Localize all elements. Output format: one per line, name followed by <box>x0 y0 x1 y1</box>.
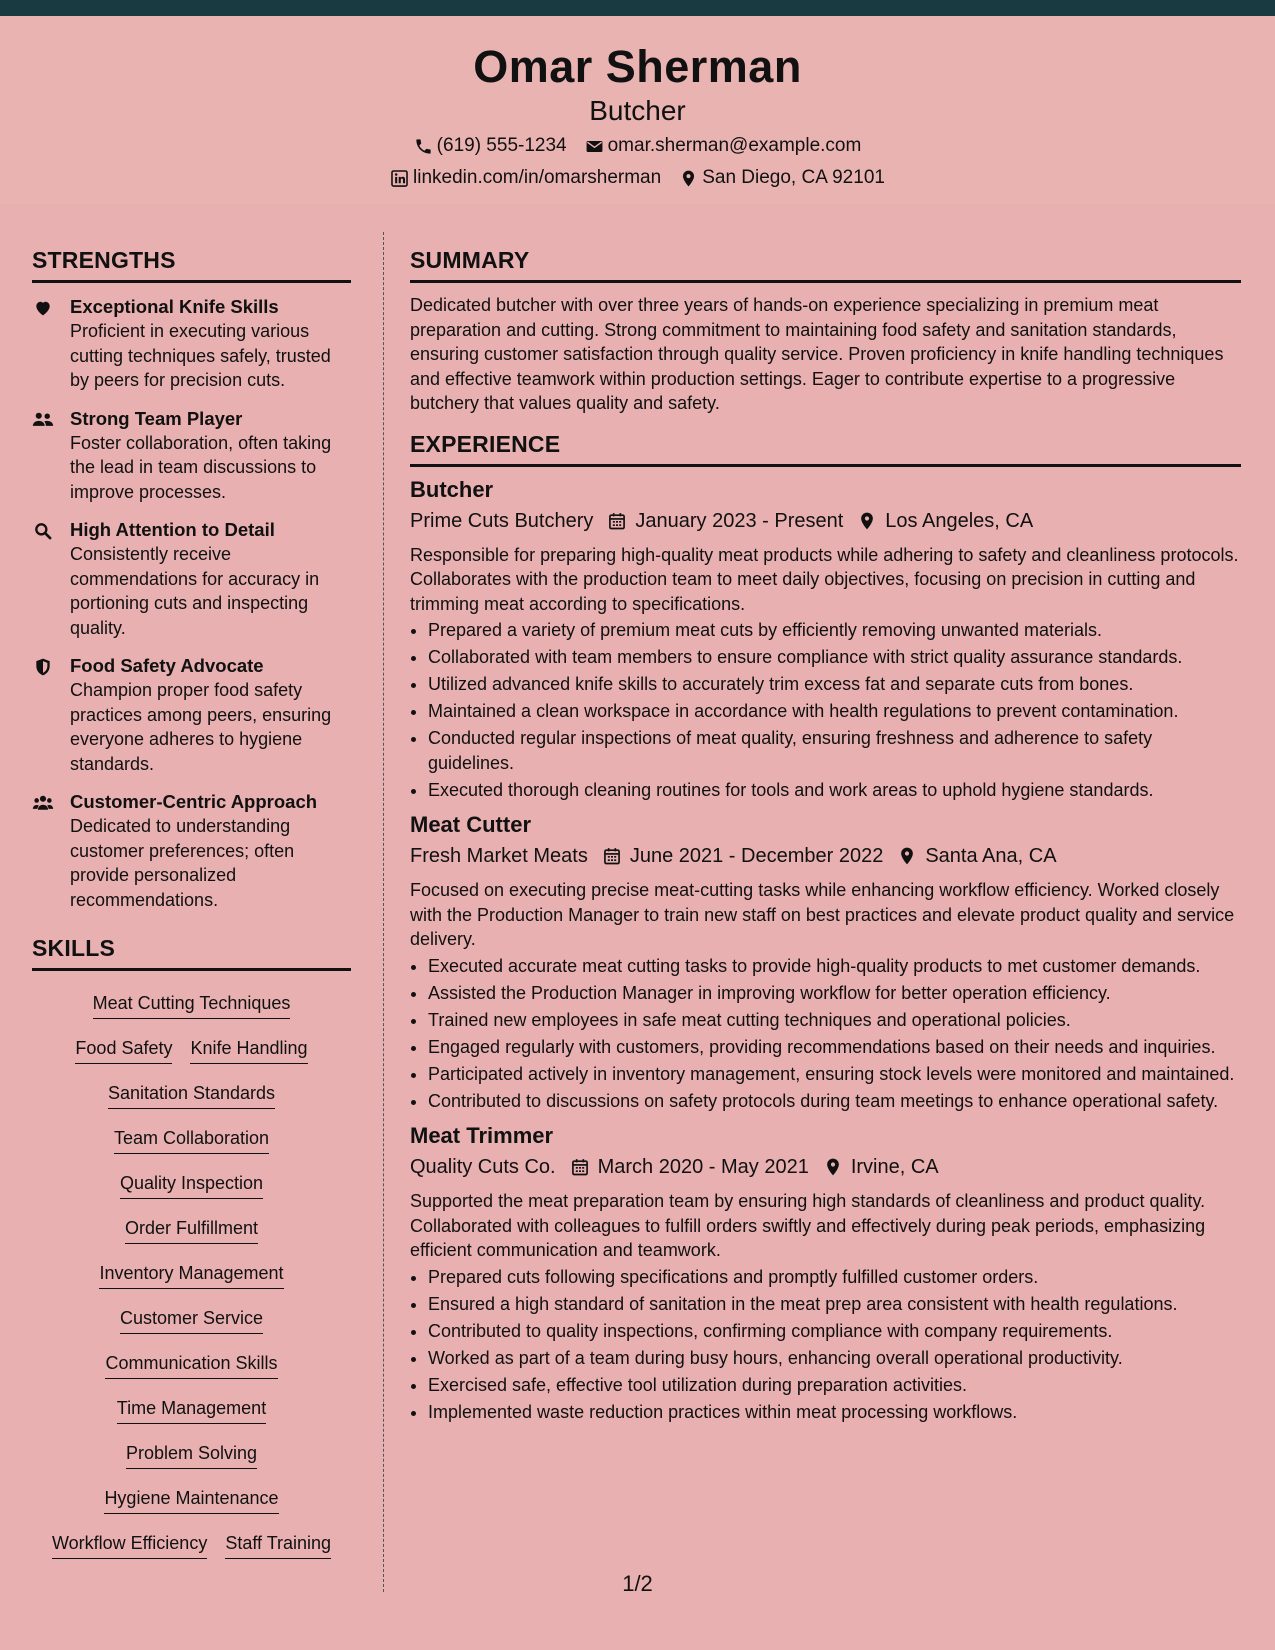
strength-desc: Dedicated to understanding customer preferences; often provide personalized recommendations. <box>70 816 295 910</box>
strength-item <box>32 295 351 393</box>
job-title: Butcher <box>410 476 494 502</box>
job-meta <box>410 507 1241 535</box>
job-dates: March 2020 - May 2021 <box>597 1156 809 1178</box>
strength-title: Customer-Centric Approach <box>70 791 318 812</box>
skill-tag: Team Collaboration <box>114 1126 269 1154</box>
map-pin-icon <box>679 169 698 188</box>
job-description: Focused on executing precise meat-cutting tasks while enhancing workflow efficiency. Worked closely with the Production Manager to train new staff on best practices and elevate product quality and service delivery. <box>410 880 1235 949</box>
summary-heading: SUMMARY <box>410 247 530 273</box>
strength-desc: Champion proper food safety practices among peers, ensuring everyone adheres to hygiene standards. <box>70 680 332 774</box>
strengths-heading: STRENGTHS <box>32 247 176 273</box>
linkedin-text: linkedin.com/in/omarsherman <box>413 167 662 188</box>
experience-rule <box>410 464 1241 467</box>
page-number: 1/2 <box>622 1571 653 1596</box>
strength-item <box>32 407 351 505</box>
job-meta <box>410 1153 1241 1181</box>
company-name: Fresh Market Meats <box>410 845 588 867</box>
job-dates: June 2021 - December 2022 <box>629 845 884 867</box>
job-bullet: • Executed thorough cleaning routines for tools and work areas to uphold hygiene standards. <box>428 778 1241 803</box>
strength-title: Exceptional Knife Skills <box>70 296 279 317</box>
job-description: Responsible for preparing high-quality meat products while adhering to safety and cleanliness protocols. Collaborates with the production team to meet daily objectives, focusing on precision in cutting and trimming meat according to specifications. <box>410 544 1239 614</box>
strength-desc: Proficient in executing various cutting techniques safely, trusted by peers for precision cuts. <box>70 321 331 390</box>
skill-tag: Food Safety <box>75 1036 172 1064</box>
strength-desc: Foster collaboration, often taking the lead in team discussions to improve processes. <box>70 432 332 502</box>
skill-tag: Customer Service <box>120 1306 263 1334</box>
skill-tag: Time Management <box>117 1396 266 1424</box>
users-icon <box>32 790 70 912</box>
job-bullet: • Trained new employees in safe meat cutting techniques and operational policies. <box>428 1008 1241 1033</box>
job-location: Los Angeles, CA <box>885 509 1034 532</box>
skill-tag: Sanitation Standards <box>108 1081 275 1109</box>
job-bullet: • Executed accurate meat cutting tasks to provide high-quality products to met customer demands. <box>428 954 1241 979</box>
calendar-icon <box>588 846 630 866</box>
contact-row-2 <box>0 166 1275 190</box>
skill-tag: Communication Skills <box>105 1351 277 1379</box>
job-bullets <box>410 954 1241 1114</box>
skill-tag: Quality Inspection <box>120 1171 263 1199</box>
job-bullet: • Contributed to discussions on safety protocols during team meetings to enhance operational safety. <box>428 1089 1241 1114</box>
skill-tag: Hygiene Maintenance <box>104 1486 278 1514</box>
map-pin-icon <box>809 1157 851 1177</box>
strength-item <box>32 790 351 912</box>
email-text: omar.sherman@example.com <box>607 135 862 156</box>
contact-linkedin[interactable] <box>390 166 661 190</box>
job-bullet: • Worked as part of a team during busy hours, enhancing overall operational productivity. <box>428 1346 1241 1371</box>
job-title: Meat Trimmer <box>410 1123 554 1148</box>
job-bullet: • Conducted regular inspections of meat quality, ensuring freshness and adherence to safety guidelines. <box>428 726 1241 775</box>
strength-item <box>32 518 351 640</box>
job-bullet: • Maintained a clean workspace in accordance with health regulations to prevent contamination. <box>428 699 1241 724</box>
contact-row-1 <box>0 134 1275 158</box>
skill-tag: Order Fulfillment <box>125 1216 258 1244</box>
strength-title: High Attention to Detail <box>70 519 275 540</box>
calendar-icon <box>556 1157 598 1177</box>
calendar-icon <box>593 511 635 531</box>
job-location: Santa Ana, CA <box>925 845 1057 867</box>
job-bullet: • Assisted the Production Manager in improving workflow for better operation efficiency. <box>428 981 1241 1006</box>
resume-header <box>0 16 1275 204</box>
top-accent-bar <box>0 0 1275 16</box>
job-bullets <box>410 618 1241 802</box>
job-meta <box>410 842 1241 870</box>
skill-tag: Inventory Management <box>99 1261 283 1289</box>
job-bullet: • Utilized advanced knife skills to accurately trim excess fat and separate cuts from bones. <box>428 672 1241 697</box>
strength-title: Strong Team Player <box>70 407 243 429</box>
candidate-title: Butcher <box>589 95 686 126</box>
location-text: San Diego, CA 92101 <box>702 167 885 188</box>
map-pin-icon <box>883 846 925 866</box>
skills-heading: SKILLS <box>32 935 115 961</box>
job-bullet: • Engaged regularly with customers, providing recommendations based on their needs and inquiries. <box>428 1035 1241 1060</box>
strength-title: Food Safety Advocate <box>70 655 264 676</box>
job-bullet: • Implemented waste reduction practices within meat processing workflows. <box>428 1400 1241 1425</box>
contact-phone <box>414 134 567 158</box>
heart-icon <box>32 295 70 393</box>
experience-heading: EXPERIENCE <box>410 430 561 457</box>
strengths-list <box>32 295 351 912</box>
linkedin-icon <box>390 169 409 188</box>
right-column <box>410 246 1241 1427</box>
skill-tag: Problem Solving <box>126 1441 257 1469</box>
phone-text: (619) 555-1234 <box>436 135 567 156</box>
skill-tag: Workflow Efficiency <box>52 1531 207 1559</box>
job-bullet: • Contributed to quality inspections, confirming compliance with company requirements. <box>428 1319 1241 1344</box>
contact-email[interactable] <box>585 134 862 158</box>
company-name: Quality Cuts Co. <box>410 1156 556 1178</box>
job-bullet: • Exercised safe, effective tool utilization during preparation activities. <box>428 1373 1241 1398</box>
team-icon <box>32 407 70 505</box>
contact-location <box>679 166 885 190</box>
map-pin-icon <box>843 511 885 531</box>
company-name: Prime Cuts Butchery <box>410 509 594 532</box>
job-location: Irvine, CA <box>850 1156 939 1178</box>
job-entry <box>410 475 1241 803</box>
column-divider <box>383 232 384 1592</box>
shield-icon <box>32 654 70 776</box>
skill-tag: Meat Cutting Techniques <box>93 991 291 1019</box>
strengths-rule <box>32 280 351 283</box>
envelope-icon <box>585 137 604 156</box>
job-description: Supported the meat preparation team by ensuring high standards of cleanliness and product quality. Collaborated with colleagues to fulfill orders swiftly and effectively during peak periods, emphasizing efficient communication and teamwork. <box>410 1191 1206 1260</box>
job-entry <box>410 810 1241 1113</box>
job-bullet: • Ensured a high standard of sanitation in the meat prep area consistent with health regulations. <box>428 1292 1241 1317</box>
summary-rule <box>410 280 1241 283</box>
job-bullet: • Collaborated with team members to ensure compliance with strict quality assurance standards. <box>428 645 1241 670</box>
skill-tag: Staff Training <box>225 1531 331 1559</box>
left-column <box>32 246 351 1564</box>
candidate-name: Omar Sherman <box>473 41 802 92</box>
job-dates: January 2023 - Present <box>635 509 844 532</box>
strength-desc: Consistently receive commendations for accuracy in portioning cuts and inspecting quality. <box>70 544 320 638</box>
skills-list <box>32 979 351 1564</box>
job-entry <box>410 1121 1241 1424</box>
skills-rule <box>32 968 351 971</box>
job-bullets <box>410 1265 1241 1425</box>
search-icon <box>32 518 70 640</box>
job-bullet: • Participated actively in inventory management, ensuring stock levels were monitored and maintained. <box>428 1062 1241 1087</box>
job-title: Meat Cutter <box>410 812 532 837</box>
strength-item <box>32 654 351 776</box>
phone-icon <box>414 137 433 156</box>
skill-tag: Knife Handling <box>190 1036 307 1064</box>
job-bullet: • Prepared cuts following specifications and promptly fulfilled customer orders. <box>428 1265 1241 1290</box>
summary-text: Dedicated butcher with over three years of hands-on experience specializing in premium meat preparation and cutting. Strong commitment to maintaining food safety and sanitation standards, ensuring customer satisfaction through quality service. Proven proficiency in knife handling techniques and effective teamwork within production settings. Eager to contribute expertise to a progressive butchery that values quality and safety. <box>410 295 1224 413</box>
job-bullet: • Prepared a variety of premium meat cuts by efficiently removing unwanted materials. <box>428 618 1241 643</box>
